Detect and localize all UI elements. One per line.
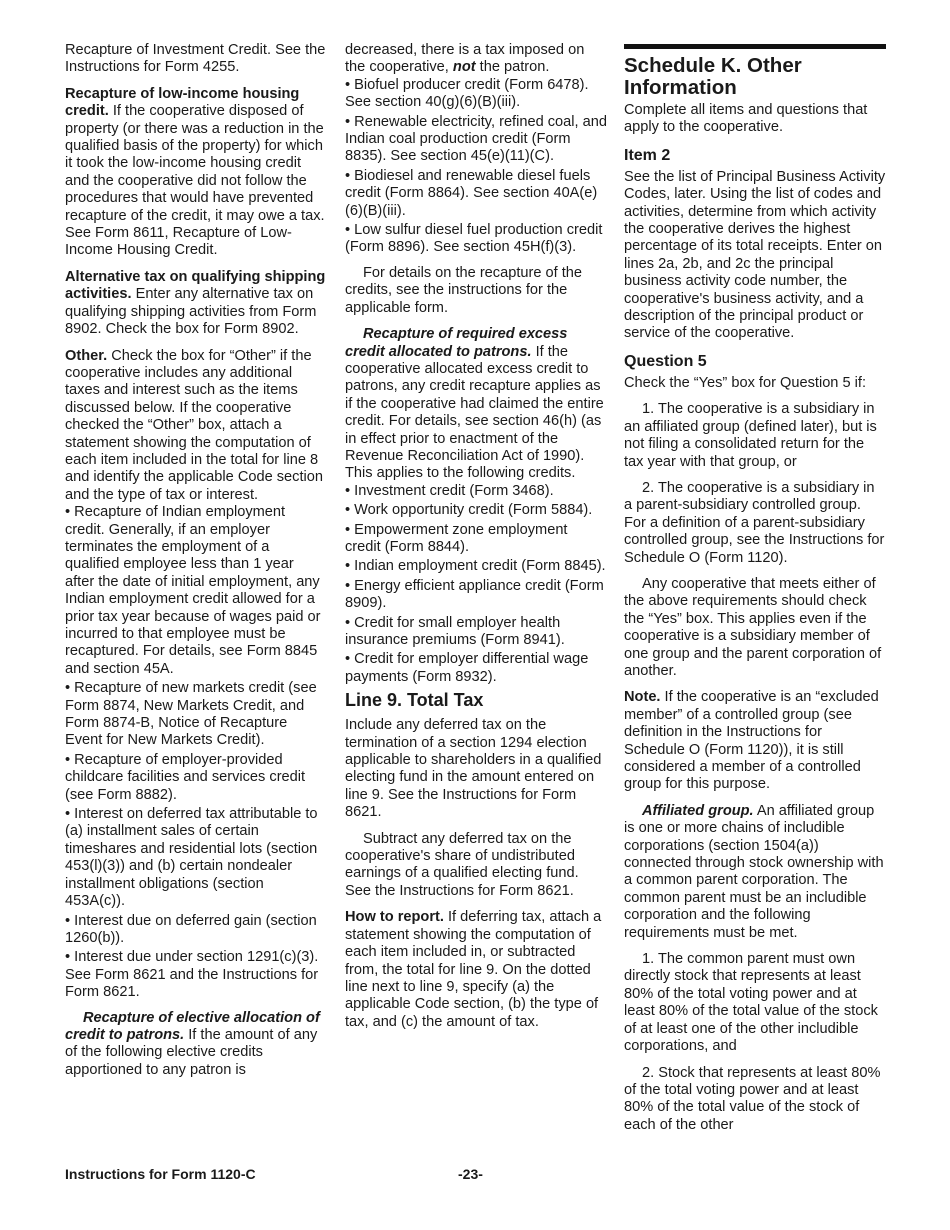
run-in-heading: Other. [65,347,108,364]
paragraph: Subtract any deferred tax on the cooperative's share of undistributed earnings of a qualified electing fund. See the Instructions for Form 8621. [345,830,579,899]
list-item: • Work opportunity credit (Form 5884). [345,502,593,519]
section-heading: Item 2 [624,146,671,164]
list-item: • Biodiesel and renewable diesel fuels credit (Form 8864). See section 40A(e)(6)(B)(iii). [345,167,598,219]
paragraph [345,326,607,483]
run-in-heading: Affiliated group. [642,802,754,819]
paragraph-body: An affiliated group is one or more chains of includible corporations (section 1504(a)) connected through stock ownership with a common parent corporation. The common parent must be an includible corporation and the following requirements must be met. [624,802,884,941]
list-item: • Recapture of employer-provided childcare facilities and services credit (see Form 8882). [65,751,306,803]
list-item: • Biofuel producer credit (Form 6478). See section 40(g)(6)(B)(iii). [345,76,589,111]
numbered-item: 1. The common parent must own directly stock that represents at least 80% of the total voting power and at least 80% of the total value of the stock of at least one of the other includible corporations, and [624,951,878,1055]
list-item: • Investment credit (Form 3468). [345,482,554,499]
paragraph [65,1010,327,1080]
list-item: • Recapture of Indian employment credit. Generally, if an employer terminates the employment of a qualified employee less than 1 year after the date of initial employment, any Indian employment credit allowed for a prior tax year because of wages paid or incurred to that employee must be recaptured. For details, see Form 8845 and section 45A. [65,504,321,677]
list-item: • Empowerment zone employment credit (Form 8844). [345,521,568,555]
paragraph: Recapture of Investment Credit. See the Instructions for Form 4255. [65,42,326,76]
paragraph: Complete all items and questions that apply to the cooperative. [624,102,868,136]
paragraph: Check the “Yes” box for Question 5 if: [624,374,867,391]
section-heading: Question 5 [624,352,707,370]
column-1 [65,42,327,1088]
paragraph-body: If the cooperative allocated excess credit to patrons, any credit recapture applies as if the cooperative had claimed the entire credit. For details, see section 46(h) (as in effect prior to enactment of the Revenue Reconciliation Act of 1990). This applies to the following credits. [345,343,604,482]
list-item: • Interest on deferred tax attributable to (a) installment sales of certain timeshares and residential lots (section 453(l)(3)) and (b) certain nondealer installment obligations (section 453A(c)). [65,806,318,910]
numbered-item: 1. The cooperative is a subsidiary in an affiliated group (defined later), but is not filing a consolidated return for the tax year with that group, or [624,401,877,470]
paragraph: Any cooperative that meets either of the above requirements should check the “Yes” box. This applies even if the cooperative is a subsidiary member of one group and the parent corporation of another. [624,575,882,679]
paragraph: See the list of Principal Business Activity Codes, later. Using the list of codes and activities, determine from which activity the cooperative derives the highest percentage of its total receipts. Enter on lines 2a, 2b, and 2c the principal business activity code number, the cooperative's business activity, and a description of the principal product or service of the cooperative. [624,168,886,342]
list-item: • Credit for employer differential wage payments (Form 8932). [345,651,589,685]
run-in-heading: Alternative tax on qualifying shipping activities. [65,268,326,303]
section-heading: Line 9. Total Tax [345,690,484,711]
schedule-title: Schedule K. Other Information [624,44,886,99]
page-number: -23- [458,1166,483,1182]
run-in-heading: Recapture of required excess credit allocated to patrons. [345,326,568,360]
paragraph-body: If the cooperative is an “excluded member” of a controlled group (see definition in the Instructions for Schedule O (Form 1120)), it is still considered a member of a controlled group for this purpose. [624,689,879,793]
paragraph [65,269,327,339]
column-2 [345,42,607,1040]
paragraph [345,42,607,77]
paragraph-body: decreased, there is a tax imposed on the cooperative, [345,42,585,76]
list-item: • Interest due under section 1291(c)(3). See Form 8621 and the Instructions for Form 8621. [65,949,319,1001]
paragraph: Include any deferred tax on the termination of a section 1294 election applicable to shareholders in a qualified electing fund in the amount entered on line 9. See the Instructions for Form 8621. [345,717,602,821]
paragraph [65,348,327,505]
paragraph-body: If deferring tax, attach a statement showing the computation of each item included in, or subtracted from, the total for line 9. On the dotted line next to line 9, specify (a) the applicable Code section, (b) the type of tax, and (c) the amount of tax. [345,909,602,1030]
run-in-heading: Recapture of elective allocation of credit to patrons. [65,1009,320,1043]
list-item: • Recapture of new markets credit (see Form 8874, New Markets Credit, and Form 8874-B, Notice of Recapture Event for New Markets Credit). [65,680,317,749]
paragraph: For details on the recapture of the credits, see the instructions for the applicable form. [345,264,583,316]
paragraph [65,86,327,260]
paragraph-body: Check the box for “Other” if the cooperative includes any additional taxes and interest such as the items discussed below. If the cooperative checked the “Other” box, attach a statement showing the computation of each item included in the total for line 8 and identify the applicable Code section and the type of tax or interest. [65,347,323,503]
run-in-heading: Recapture of low-income housing credit. [65,85,300,120]
list-item: • Low sulfur diesel fuel production credit (Form 8896). See section 45H(f)(3). [345,222,603,256]
footer-form-name: Instructions for Form 1120-C [65,1166,256,1182]
paragraph [345,909,607,1031]
emphasis: not [452,59,476,76]
list-item: • Energy efficient appliance credit (Form 8909). [345,577,604,612]
numbered-item: 2. Stock that represents at least 80% of the total voting power and at least 80% of the total value of the stock of each of the other [624,1064,881,1133]
numbered-item: 2. The cooperative is a subsidiary in a parent-subsidiary controlled group. For a definition of a parent-subsidiary controlled group, see the Instructions for Schedule O (Form 1120). [624,479,885,566]
list-item: • Indian employment credit (Form 8845). [345,558,606,575]
note-label: Note. [624,689,661,706]
run-in-heading: How to report. [345,909,444,926]
column-3 [624,44,886,1143]
paragraph-body: If the amount of any of the following elective credits apportioned to any patron is [65,1026,318,1078]
paragraph [624,803,886,942]
note-paragraph [624,689,886,793]
paragraph-body: the patron. [475,59,550,76]
list-item: • Interest due on deferred gain (section 1260(b)). [65,912,317,946]
paragraph-body: Enter any alternative tax on qualifying shipping activities from Form 8902. Check the box for Form 8902. [65,286,317,338]
list-item: • Renewable electricity, refined coal, and Indian coal production credit (Form 8835). See section 45(e)(11)(C). [345,113,607,165]
paragraph-body: If the cooperative disposed of property (or there was a reduction in the qualified basis of the property) for which it took the low-income housing credit and the cooperative did not follow the procedures that would have prevented recapture of the credit, it may owe a tax. See Form 8611, Recapture of Low-Income Housing Credit. [65,103,325,259]
list-item: • Credit for small employer health insurance premiums (Form 8941). [345,614,565,648]
